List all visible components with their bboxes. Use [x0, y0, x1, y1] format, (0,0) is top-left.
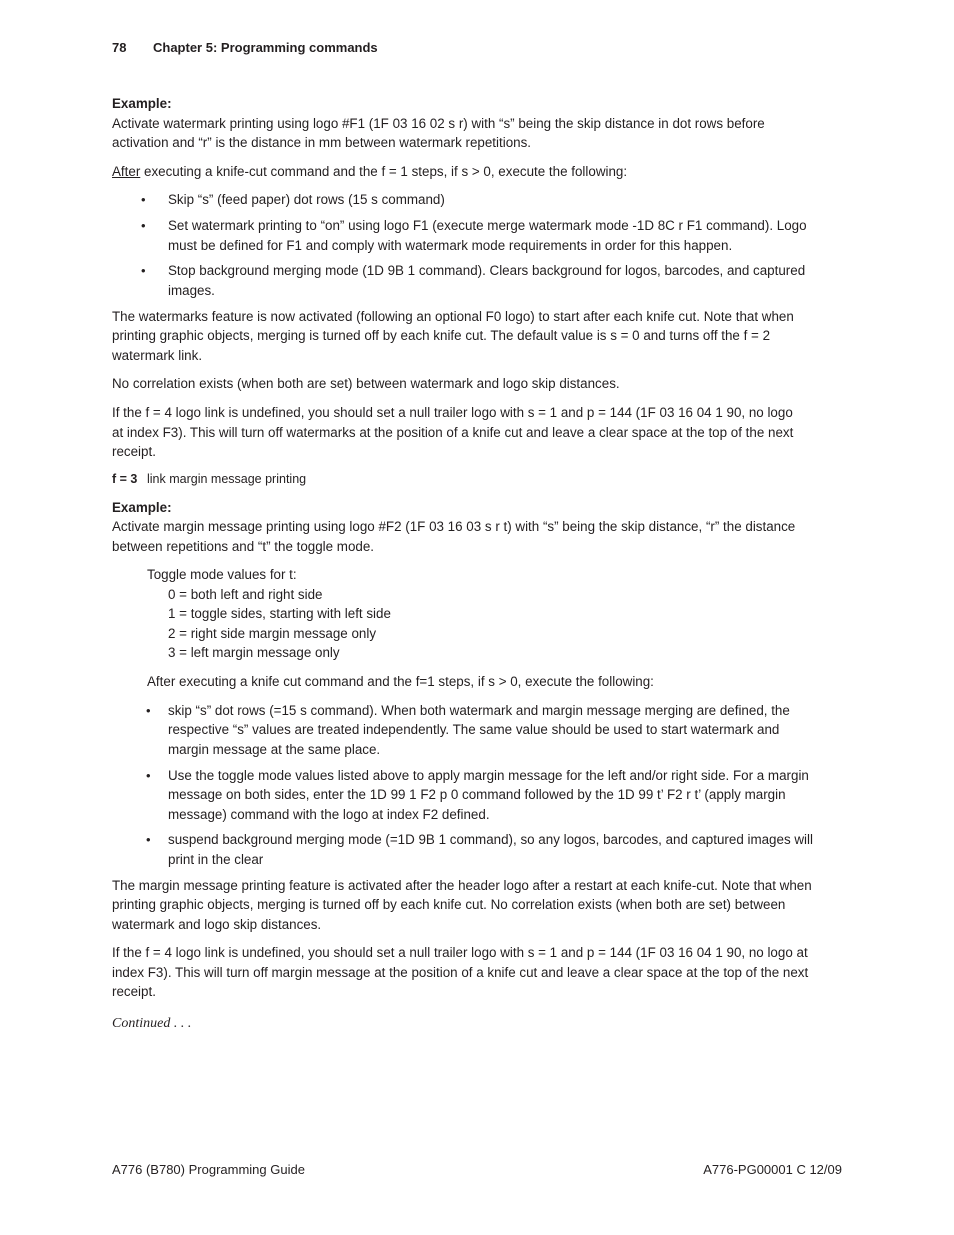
- bullet-glyph: •: [141, 218, 146, 233]
- bullet-text: margin message at the same place.: [168, 742, 381, 757]
- paragraph-line: If the f = 4 logo link is undefined, you should set a null trailer logo with s = 1 and p = 144 (1F 03 16 04 1 90, no logo: [112, 405, 793, 420]
- bullet-glyph: •: [141, 192, 146, 207]
- paragraph-line: receipt.: [112, 444, 156, 459]
- chapter-title: Chapter 5: Programming commands: [153, 40, 378, 55]
- toggle-value: 0 = both left and right side: [168, 587, 323, 602]
- example-heading-2: Example:: [112, 500, 172, 515]
- toggle-value: 2 = right side margin message only: [168, 626, 377, 641]
- paragraph-line: The margin message printing feature is activated after the header logo after a restart at each knife-cut. Note that when: [112, 878, 812, 893]
- paragraph-line: If the f = 4 logo link is undefined, you should set a null trailer logo with s = 1 and p = 144 (1F 03 16 04 1 90, no logo at: [112, 945, 808, 960]
- paragraph-line: printing graphic objects, merging is turned off by each knife cut. No correlation exists (when both are set) between: [112, 897, 786, 912]
- after-rest: executing a knife-cut command and the f = 1 steps, if s > 0, execute the following:: [140, 164, 628, 179]
- bullet-text: Set watermark printing to “on” using logo F1 (execute merge watermark mode -1D 8C r F1 command). Logo: [168, 218, 807, 233]
- paragraph-line: index F3). This will turn off margin message at the position of a knife cut and leave a clear space at the top of the next: [112, 965, 809, 980]
- after-line: [112, 164, 627, 179]
- paragraph-line: watermark and logo skip distances.: [112, 917, 322, 932]
- toggle-value: 3 = left margin message only: [168, 645, 340, 660]
- after-line-2: After executing a knife cut command and the f=1 steps, if s > 0, execute the following:: [147, 674, 654, 689]
- intro-line: Activate watermark printing using logo #F1 (1F 03 16 02 s r) with “s” being the skip distance in dot rows before: [112, 116, 765, 131]
- bullet-text: Skip “s” (feed paper) dot rows (15 s command): [168, 192, 445, 207]
- f3-description: link margin message printing: [147, 472, 307, 486]
- example-heading-1: Example:: [112, 96, 172, 111]
- bullet-text: print in the clear: [168, 852, 264, 867]
- paragraph-line: receipt.: [112, 984, 156, 999]
- bullet-text: Use the toggle mode values listed above to apply margin message for the left and/or right side. For a margin: [168, 768, 809, 783]
- intro-line: activation and “r” is the distance in mm between watermark repetitions.: [112, 135, 532, 150]
- paragraph-line: No correlation exists (when both are set) between watermark and logo skip distances.: [112, 376, 620, 391]
- bullet-text: skip “s” dot rows (=15 s command). When both watermark and margin message merging are defined, the: [168, 703, 790, 718]
- bullet-text: suspend background merging mode (=1D 9B 1 command), so any logos, barcodes, and captured images will: [168, 832, 813, 847]
- footer-doc-number: A776-PG00001 C 12/09: [703, 1162, 842, 1177]
- intro-line: between repetitions and “t” the toggle mode.: [112, 539, 375, 554]
- toggle-title: Toggle mode values for t:: [147, 567, 297, 582]
- after-underlined-word: After: [112, 164, 141, 179]
- bullet-text: message on both sides, enter the 1D 99 1 F2 p 0 command followed by the 1D 99 t’ F2 r t’ (apply margin: [168, 787, 786, 802]
- f3-label: f = 3: [112, 472, 138, 486]
- paragraph-line: at index F3). This will turn off watermarks at the position of a knife cut and leave a clear space at the top of the next: [112, 425, 794, 440]
- paragraph-line: printing graphic objects, merging is turned off by each knife cut. The default value is s = 0 and turns off the f = 2: [112, 328, 771, 343]
- page-number: 78: [112, 40, 127, 55]
- bullet-text: images.: [168, 283, 215, 298]
- continued-note: Continued . . .: [112, 1016, 192, 1031]
- bullet-glyph: •: [141, 263, 146, 278]
- bullet-text: message) command with the logo at index F2 defined.: [168, 807, 490, 822]
- bullet-glyph: •: [146, 703, 151, 718]
- bullet-text: respective “s” values are treated independently. The same value should be used to start watermark and: [168, 722, 780, 737]
- paragraph-line: The watermarks feature is now activated (following an optional F0 logo) to start after each knife cut. Note that when: [112, 309, 794, 324]
- intro-line: Activate margin message printing using logo #F2 (1F 03 16 03 s r t) with “s” being the skip distance, “r” the distance: [112, 519, 796, 534]
- footer-guide-title: A776 (B780) Programming Guide: [112, 1162, 305, 1177]
- bullet-text: must be defined for F1 and comply with watermark mode requirements in order for this happen.: [168, 238, 733, 253]
- bullet-glyph: •: [146, 832, 151, 847]
- paragraph-line: watermark link.: [112, 348, 203, 363]
- bullet-glyph: •: [146, 768, 151, 783]
- toggle-value: 1 = toggle sides, starting with left side: [168, 606, 391, 621]
- bullet-text: Stop background merging mode (1D 9B 1 command). Clears background for logos, barcodes, and captured: [168, 263, 806, 278]
